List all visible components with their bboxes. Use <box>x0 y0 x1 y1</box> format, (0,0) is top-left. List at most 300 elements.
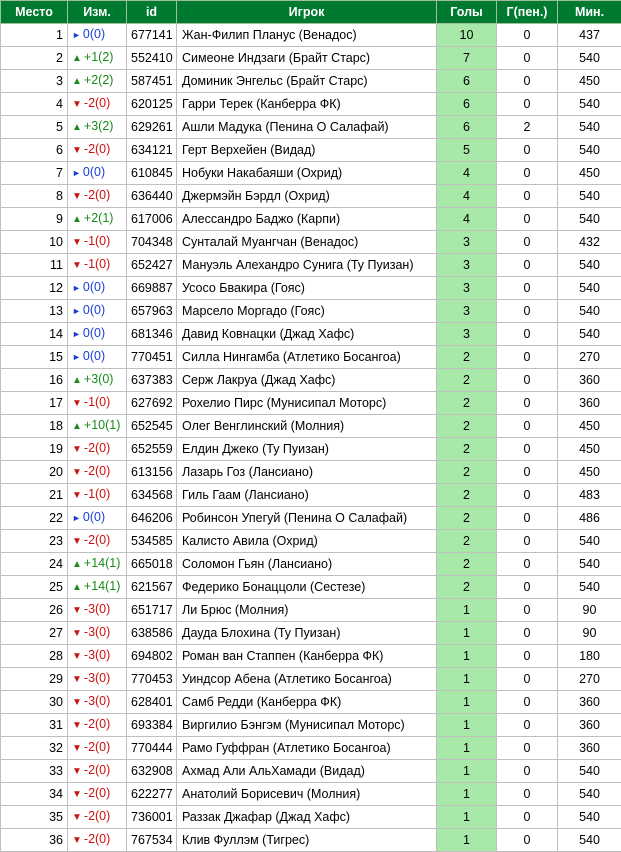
change-value: -2(0) <box>84 809 110 823</box>
change-value: -2(0) <box>84 188 110 202</box>
pen-cell: 2 <box>497 116 558 139</box>
id-cell: 552410 <box>127 47 177 70</box>
place-cell: 20 <box>1 461 68 484</box>
triangle-up-icon: ▲ <box>72 117 82 138</box>
header-row <box>1 1 621 24</box>
change-cell <box>68 806 127 829</box>
table-row[interactable] <box>1 47 621 70</box>
change-cell <box>68 438 127 461</box>
place-cell: 4 <box>1 93 68 116</box>
change-value: +2(2) <box>84 73 114 87</box>
place-cell: 25 <box>1 576 68 599</box>
pen-cell: 0 <box>497 323 558 346</box>
min-cell: 540 <box>558 576 621 599</box>
player-cell[interactable]: Клив Фуллэм (Тигрес) <box>177 829 437 852</box>
min-cell: 360 <box>558 392 621 415</box>
pen-cell: 0 <box>497 185 558 208</box>
table-row[interactable] <box>1 323 621 346</box>
goals-cell: 2 <box>437 576 497 599</box>
pen-cell: 0 <box>497 208 558 231</box>
id-cell: 646206 <box>127 507 177 530</box>
change-value: 0(0) <box>83 326 105 340</box>
goals-cell: 1 <box>437 599 497 622</box>
pen-cell: 0 <box>497 254 558 277</box>
triangle-down-icon: ▼ <box>72 393 82 414</box>
triangle-down-icon: ▼ <box>72 669 82 690</box>
header-id[interactable]: id <box>127 1 177 24</box>
pen-cell: 0 <box>497 668 558 691</box>
min-cell: 540 <box>558 208 621 231</box>
table-row[interactable] <box>1 691 621 714</box>
goals-cell: 2 <box>437 484 497 507</box>
min-cell: 437 <box>558 24 621 47</box>
id-cell: 622277 <box>127 783 177 806</box>
min-cell: 540 <box>558 300 621 323</box>
change-value: -1(0) <box>84 257 110 271</box>
id-cell: 534585 <box>127 530 177 553</box>
table-row[interactable] <box>1 806 621 829</box>
goals-cell: 6 <box>437 70 497 93</box>
player-cell[interactable]: Симеоне Индзаги (Брайт Старс) <box>177 47 437 70</box>
triangle-down-icon: ▼ <box>72 255 82 276</box>
id-cell: 620125 <box>127 93 177 116</box>
table-row[interactable] <box>1 208 621 231</box>
pen-cell: 0 <box>497 714 558 737</box>
place-cell: 31 <box>1 714 68 737</box>
change-value: 0(0) <box>83 280 105 294</box>
goals-cell: 6 <box>437 116 497 139</box>
change-value: -2(0) <box>84 740 110 754</box>
id-cell: 634121 <box>127 139 177 162</box>
goals-cell: 3 <box>437 254 497 277</box>
min-cell: 450 <box>558 438 621 461</box>
player-cell[interactable]: Раззак Джафар (Джад Хафс) <box>177 806 437 829</box>
table-row[interactable] <box>1 576 621 599</box>
min-cell: 540 <box>558 254 621 277</box>
table-row[interactable] <box>1 530 621 553</box>
goals-cell: 5 <box>437 139 497 162</box>
place-cell: 11 <box>1 254 68 277</box>
change-cell <box>68 47 127 70</box>
change-value: -3(0) <box>84 671 110 685</box>
id-cell: 767534 <box>127 829 177 852</box>
min-cell: 540 <box>558 829 621 852</box>
table-row[interactable] <box>1 24 621 47</box>
table-row[interactable] <box>1 668 621 691</box>
goals-cell: 6 <box>437 93 497 116</box>
player-cell[interactable]: Доминик Энгельс (Брайт Старс) <box>177 70 437 93</box>
change-value: -2(0) <box>84 96 110 110</box>
pen-cell: 0 <box>497 47 558 70</box>
goals-cell: 1 <box>437 783 497 806</box>
pen-cell: 0 <box>497 461 558 484</box>
change-cell <box>68 783 127 806</box>
triangle-right-icon: ► <box>72 163 81 184</box>
triangle-up-icon: ▲ <box>72 370 82 391</box>
id-cell: 627692 <box>127 392 177 415</box>
goals-cell: 1 <box>437 714 497 737</box>
id-cell: 669887 <box>127 277 177 300</box>
player-cell[interactable]: Калисто Авила (Охрид) <box>177 530 437 553</box>
goals-cell: 2 <box>437 461 497 484</box>
place-cell: 22 <box>1 507 68 530</box>
table-row[interactable] <box>1 829 621 852</box>
min-cell: 540 <box>558 530 621 553</box>
header-goals[interactable]: Голы <box>437 1 497 24</box>
id-cell: 617006 <box>127 208 177 231</box>
change-value: -1(0) <box>84 395 110 409</box>
triangle-up-icon: ▲ <box>72 416 82 437</box>
goals-cell: 3 <box>437 300 497 323</box>
min-cell: 270 <box>558 668 621 691</box>
change-cell <box>68 231 127 254</box>
change-cell <box>68 323 127 346</box>
min-cell: 540 <box>558 553 621 576</box>
player-cell[interactable]: Олег Венглинский (Молния) <box>177 415 437 438</box>
change-cell <box>68 622 127 645</box>
pen-cell: 0 <box>497 622 558 645</box>
goals-cell: 1 <box>437 737 497 760</box>
id-cell: 629261 <box>127 116 177 139</box>
triangle-down-icon: ▼ <box>72 807 82 828</box>
min-cell: 540 <box>558 93 621 116</box>
pen-cell: 0 <box>497 300 558 323</box>
triangle-right-icon: ► <box>72 508 81 529</box>
table-row[interactable] <box>1 346 621 369</box>
triangle-right-icon: ► <box>72 301 81 322</box>
place-cell: 21 <box>1 484 68 507</box>
player-cell[interactable]: Гиль Гаам (Лансиано) <box>177 484 437 507</box>
min-cell: 540 <box>558 783 621 806</box>
place-cell: 30 <box>1 691 68 714</box>
pen-cell: 0 <box>497 691 558 714</box>
table-row[interactable] <box>1 622 621 645</box>
min-cell: 360 <box>558 737 621 760</box>
table-row[interactable] <box>1 231 621 254</box>
pen-cell: 0 <box>497 530 558 553</box>
id-cell: 736001 <box>127 806 177 829</box>
goals-cell: 1 <box>437 691 497 714</box>
id-cell: 621567 <box>127 576 177 599</box>
goals-cell: 1 <box>437 760 497 783</box>
goals-cell: 7 <box>437 47 497 70</box>
player-cell[interactable]: Давид Ковнацки (Джад Хафс) <box>177 323 437 346</box>
table-row[interactable] <box>1 783 621 806</box>
player-cell[interactable]: Виргилио Бэнгэм (Мунисипал Моторс) <box>177 714 437 737</box>
table-row[interactable] <box>1 760 621 783</box>
triangle-up-icon: ▲ <box>72 577 82 598</box>
triangle-down-icon: ▼ <box>72 646 82 667</box>
header-min[interactable]: Мин. <box>558 1 621 24</box>
id-cell: 770451 <box>127 346 177 369</box>
change-value: -1(0) <box>84 234 110 248</box>
change-value: +14(1) <box>84 556 120 570</box>
min-cell: 540 <box>558 323 621 346</box>
change-cell <box>68 415 127 438</box>
id-cell: 770444 <box>127 737 177 760</box>
change-cell <box>68 93 127 116</box>
change-cell <box>68 392 127 415</box>
pen-cell: 0 <box>497 576 558 599</box>
table-row[interactable] <box>1 139 621 162</box>
pen-cell: 0 <box>497 829 558 852</box>
player-cell[interactable]: Рохелио Пирс (Мунисипал Моторс) <box>177 392 437 415</box>
place-cell: 32 <box>1 737 68 760</box>
player-cell[interactable]: Ли Брюс (Молния) <box>177 599 437 622</box>
id-cell: 665018 <box>127 553 177 576</box>
header-pen[interactable]: Г(пен.) <box>497 1 558 24</box>
place-cell: 9 <box>1 208 68 231</box>
place-cell: 12 <box>1 277 68 300</box>
goals-cell: 4 <box>437 162 497 185</box>
player-cell[interactable]: Ашли Мадука (Пенина О Салафай) <box>177 116 437 139</box>
id-cell: 638586 <box>127 622 177 645</box>
min-cell: 90 <box>558 622 621 645</box>
goals-cell: 2 <box>437 553 497 576</box>
player-cell[interactable]: Робинсон Упегуй (Пенина О Салафай) <box>177 507 437 530</box>
id-cell: 587451 <box>127 70 177 93</box>
place-cell: 3 <box>1 70 68 93</box>
change-cell <box>68 553 127 576</box>
pen-cell: 0 <box>497 438 558 461</box>
player-cell[interactable]: Самб Редди (Канберра ФК) <box>177 691 437 714</box>
change-value: +10(1) <box>84 418 120 432</box>
goals-cell: 1 <box>437 622 497 645</box>
change-value: -2(0) <box>84 464 110 478</box>
min-cell: 432 <box>558 231 621 254</box>
header-player[interactable]: Игрок <box>177 1 437 24</box>
header-change[interactable]: Изм. <box>68 1 127 24</box>
table-row[interactable] <box>1 254 621 277</box>
triangle-down-icon: ▼ <box>72 738 82 759</box>
pen-cell: 0 <box>497 139 558 162</box>
table-row[interactable] <box>1 392 621 415</box>
player-cell[interactable]: Анатолий Борисевич (Молния) <box>177 783 437 806</box>
goals-cell: 3 <box>437 231 497 254</box>
change-cell <box>68 277 127 300</box>
triangle-down-icon: ▼ <box>72 531 82 552</box>
change-value: 0(0) <box>83 165 105 179</box>
change-cell <box>68 139 127 162</box>
pen-cell: 0 <box>497 70 558 93</box>
table-row[interactable] <box>1 93 621 116</box>
change-cell <box>68 185 127 208</box>
player-cell[interactable]: Рамо Гуффран (Атлетико Босангоа) <box>177 737 437 760</box>
goals-cell: 2 <box>437 392 497 415</box>
place-cell: 17 <box>1 392 68 415</box>
place-cell: 36 <box>1 829 68 852</box>
id-cell: 652427 <box>127 254 177 277</box>
triangle-down-icon: ▼ <box>72 186 82 207</box>
pen-cell: 0 <box>497 737 558 760</box>
triangle-down-icon: ▼ <box>72 439 82 460</box>
pen-cell: 0 <box>497 162 558 185</box>
place-cell: 34 <box>1 783 68 806</box>
id-cell: 632908 <box>127 760 177 783</box>
place-cell: 8 <box>1 185 68 208</box>
change-cell <box>68 760 127 783</box>
triangle-down-icon: ▼ <box>72 715 82 736</box>
id-cell: 610845 <box>127 162 177 185</box>
table-row[interactable] <box>1 645 621 668</box>
change-cell <box>68 254 127 277</box>
goals-cell: 2 <box>437 369 497 392</box>
player-cell[interactable]: Соломон Гьян (Лансиано) <box>177 553 437 576</box>
table-row[interactable] <box>1 185 621 208</box>
pen-cell: 0 <box>497 806 558 829</box>
table-row[interactable] <box>1 70 621 93</box>
goals-cell: 2 <box>437 507 497 530</box>
change-cell <box>68 461 127 484</box>
table-row[interactable] <box>1 438 621 461</box>
id-cell: 770453 <box>127 668 177 691</box>
player-cell[interactable]: Гарри Терек (Канберра ФК) <box>177 93 437 116</box>
table-row[interactable] <box>1 599 621 622</box>
place-cell: 19 <box>1 438 68 461</box>
id-cell: 677141 <box>127 24 177 47</box>
player-cell[interactable]: Алессандро Баджо (Карпи) <box>177 208 437 231</box>
id-cell: 694802 <box>127 645 177 668</box>
table-row[interactable] <box>1 369 621 392</box>
change-cell <box>68 507 127 530</box>
change-cell <box>68 829 127 852</box>
change-value: +3(2) <box>84 119 114 133</box>
change-value: -2(0) <box>84 142 110 156</box>
min-cell: 540 <box>558 806 621 829</box>
triangle-up-icon: ▲ <box>72 48 82 69</box>
table-row[interactable] <box>1 162 621 185</box>
change-value: -3(0) <box>84 694 110 708</box>
triangle-down-icon: ▼ <box>72 830 82 851</box>
table-row[interactable] <box>1 737 621 760</box>
change-value: -2(0) <box>84 441 110 455</box>
place-cell: 15 <box>1 346 68 369</box>
goals-cell: 3 <box>437 277 497 300</box>
min-cell: 540 <box>558 277 621 300</box>
change-cell <box>68 24 127 47</box>
pen-cell: 0 <box>497 553 558 576</box>
change-value: -2(0) <box>84 763 110 777</box>
change-value: 0(0) <box>83 27 105 41</box>
place-cell: 27 <box>1 622 68 645</box>
header-place[interactable]: Место <box>1 1 68 24</box>
pen-cell: 0 <box>497 231 558 254</box>
min-cell: 450 <box>558 461 621 484</box>
goals-cell: 2 <box>437 415 497 438</box>
goals-cell: 4 <box>437 208 497 231</box>
change-value: +3(0) <box>84 372 114 386</box>
table-row[interactable] <box>1 507 621 530</box>
min-cell: 360 <box>558 714 621 737</box>
change-cell <box>68 369 127 392</box>
player-cell[interactable]: Дауда Блохина (Ту Пуизан) <box>177 622 437 645</box>
player-cell[interactable]: Силла Нингамба (Атлетико Босангоа) <box>177 346 437 369</box>
table-row[interactable] <box>1 553 621 576</box>
player-cell[interactable]: Лазарь Гоз (Лансиано) <box>177 461 437 484</box>
goals-cell: 4 <box>437 185 497 208</box>
change-value: -3(0) <box>84 648 110 662</box>
player-cell[interactable]: Роман ван Стаппен (Канберра ФК) <box>177 645 437 668</box>
min-cell: 450 <box>558 162 621 185</box>
player-cell[interactable]: Джермэйн Бэрдл (Охрид) <box>177 185 437 208</box>
place-cell: 7 <box>1 162 68 185</box>
triangle-down-icon: ▼ <box>72 761 82 782</box>
player-cell[interactable]: Мануэль Алехандро Сунига (Ту Пуизан) <box>177 254 437 277</box>
player-cell[interactable]: Елдин Джеко (Ту Пуизан) <box>177 438 437 461</box>
triangle-down-icon: ▼ <box>72 94 82 115</box>
player-cell[interactable]: Марсело Моргадо (Гояс) <box>177 300 437 323</box>
place-cell: 33 <box>1 760 68 783</box>
triangle-right-icon: ► <box>72 324 81 345</box>
place-cell: 10 <box>1 231 68 254</box>
player-cell[interactable]: Уиндсор Абена (Атлетико Босангоа) <box>177 668 437 691</box>
triangle-right-icon: ► <box>72 278 81 299</box>
pen-cell: 0 <box>497 346 558 369</box>
player-cell[interactable]: Серж Лакруа (Джад Хафс) <box>177 369 437 392</box>
change-value: +1(2) <box>84 50 114 64</box>
pen-cell: 0 <box>497 415 558 438</box>
table-row[interactable] <box>1 116 621 139</box>
place-cell: 24 <box>1 553 68 576</box>
place-cell: 14 <box>1 323 68 346</box>
goals-cell: 2 <box>437 438 497 461</box>
goals-cell: 3 <box>437 323 497 346</box>
place-cell: 18 <box>1 415 68 438</box>
min-cell: 540 <box>558 760 621 783</box>
min-cell: 483 <box>558 484 621 507</box>
pen-cell: 0 <box>497 392 558 415</box>
player-cell[interactable]: Сунталай Муангчан (Венадос) <box>177 231 437 254</box>
change-cell <box>68 208 127 231</box>
table-row[interactable] <box>1 415 621 438</box>
player-cell[interactable]: Жан-Филип Планус (Венадос) <box>177 24 437 47</box>
player-cell[interactable]: Герт Верхейен (Видад) <box>177 139 437 162</box>
change-cell <box>68 737 127 760</box>
place-cell: 26 <box>1 599 68 622</box>
triangle-up-icon: ▲ <box>72 209 82 230</box>
table-body <box>1 24 621 852</box>
triangle-down-icon: ▼ <box>72 232 82 253</box>
place-cell: 5 <box>1 116 68 139</box>
goals-cell: 1 <box>437 668 497 691</box>
min-cell: 540 <box>558 116 621 139</box>
change-value: -3(0) <box>84 602 110 616</box>
player-cell[interactable]: Усосо Бвакира (Гояс) <box>177 277 437 300</box>
change-cell <box>68 668 127 691</box>
id-cell: 613156 <box>127 461 177 484</box>
change-value: +14(1) <box>84 579 120 593</box>
id-cell: 681346 <box>127 323 177 346</box>
table-row[interactable] <box>1 277 621 300</box>
table-row[interactable] <box>1 461 621 484</box>
triangle-up-icon: ▲ <box>72 554 82 575</box>
table-row[interactable] <box>1 714 621 737</box>
triangle-up-icon: ▲ <box>72 71 82 92</box>
change-cell <box>68 484 127 507</box>
id-cell: 636440 <box>127 185 177 208</box>
triangle-down-icon: ▼ <box>72 600 82 621</box>
pen-cell: 0 <box>497 599 558 622</box>
player-cell[interactable]: Федерико Бонаццоли (Сестезе) <box>177 576 437 599</box>
triangle-down-icon: ▼ <box>72 784 82 805</box>
change-cell <box>68 530 127 553</box>
id-cell: 651717 <box>127 599 177 622</box>
table-row[interactable] <box>1 484 621 507</box>
player-cell[interactable]: Нобуки Накабаяши (Охрид) <box>177 162 437 185</box>
player-cell[interactable]: Ахмад Али АльХамади (Видад) <box>177 760 437 783</box>
table-row[interactable] <box>1 300 621 323</box>
goals-cell: 2 <box>437 346 497 369</box>
